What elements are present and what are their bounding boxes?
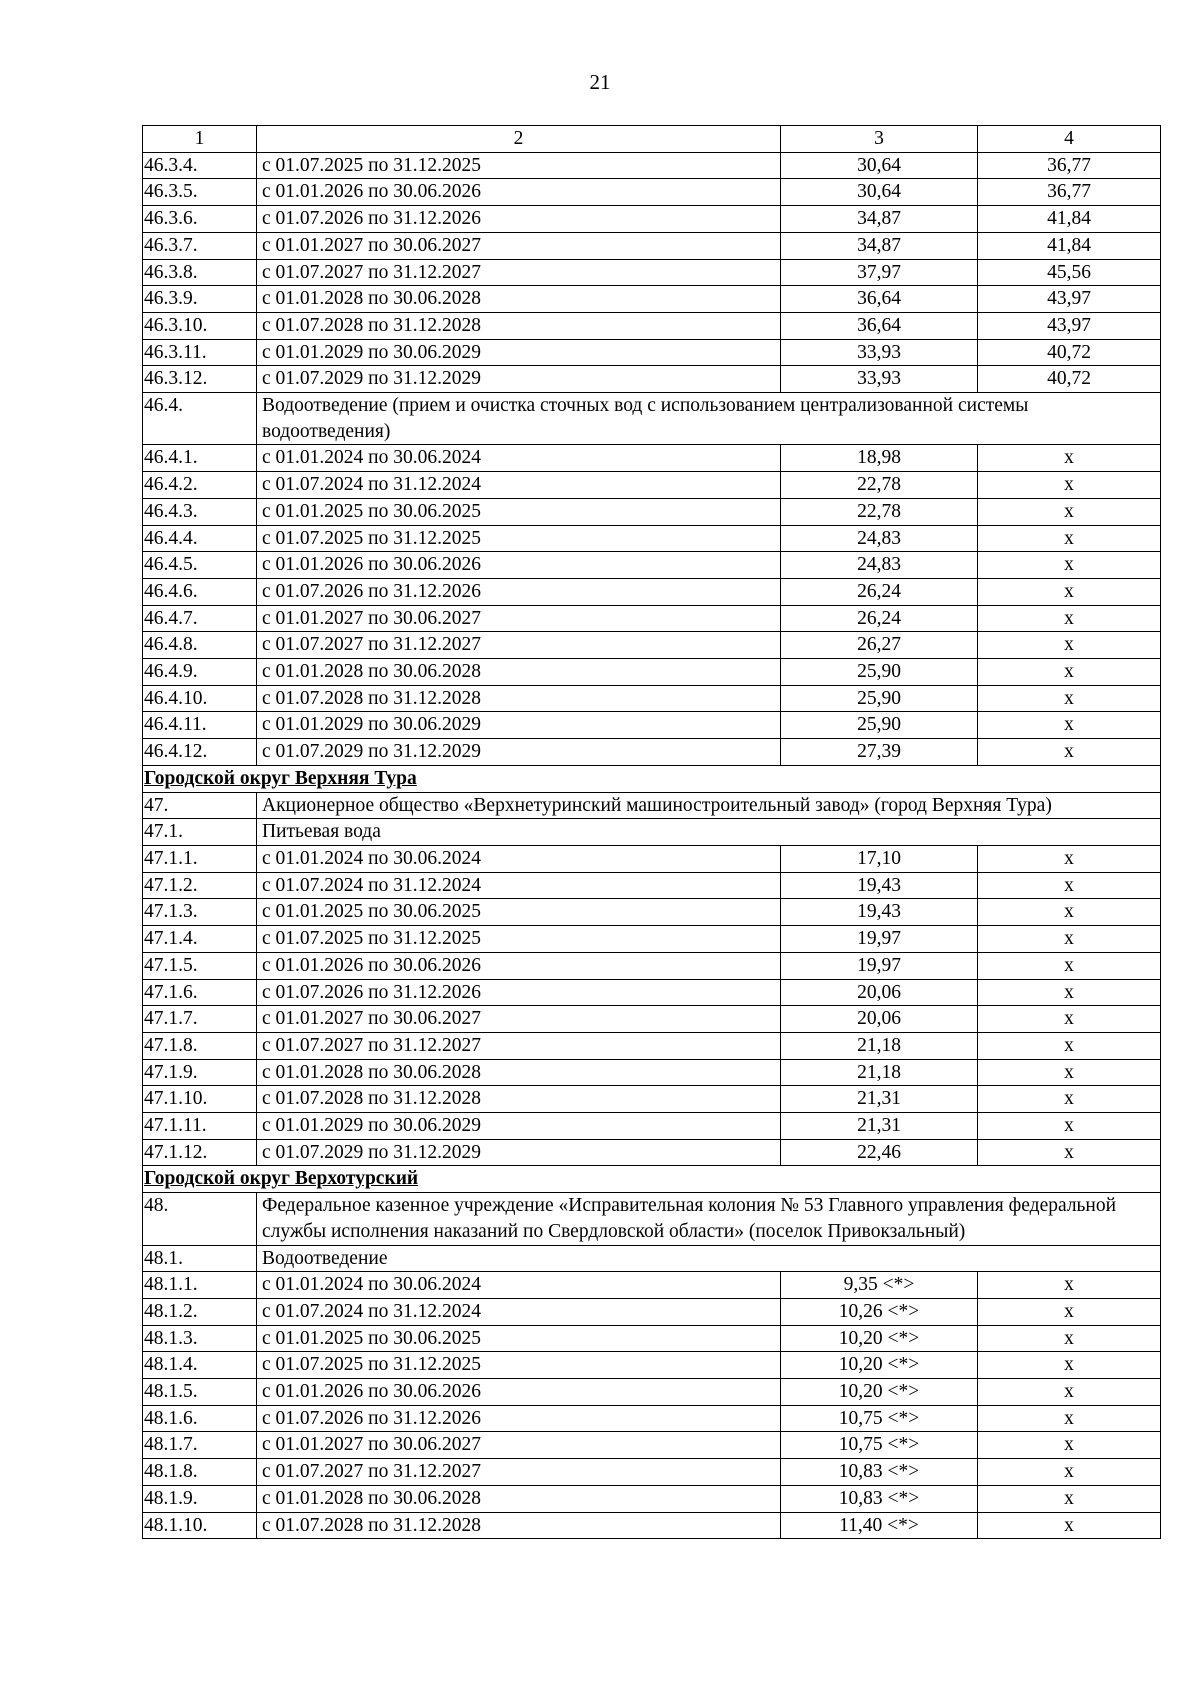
row-period: с 01.01.2027 по 30.06.2027: [257, 232, 781, 259]
row-number: 47.1.12.: [143, 1139, 257, 1166]
table-row: [143, 1432, 1161, 1459]
row-period: с 01.01.2026 по 30.06.2026: [257, 952, 781, 979]
table-row: [143, 739, 1161, 766]
row-period: с 01.07.2026 по 31.12.2026: [257, 206, 781, 233]
row-period: с 01.01.2025 по 30.06.2025: [257, 498, 781, 525]
district-row: [143, 1166, 1161, 1193]
row-value-col4: х: [978, 712, 1161, 739]
table-row: [143, 1298, 1161, 1325]
row-number: 46.4.12.: [143, 739, 257, 766]
row-period: с 01.01.2024 по 30.06.2024: [257, 845, 781, 872]
row-value-col3: 10,20 <*>: [781, 1325, 978, 1352]
row-value-col3: 10,75 <*>: [781, 1405, 978, 1432]
row-value-col3: 19,97: [781, 926, 978, 953]
section-number: 47.: [143, 792, 257, 819]
table-row: [143, 605, 1161, 632]
row-value-col4: 40,72: [978, 339, 1161, 366]
row-number: 46.3.5.: [143, 179, 257, 206]
row-number: 47.1.2.: [143, 872, 257, 899]
table-row: [143, 152, 1161, 179]
row-value-col4: х: [978, 952, 1161, 979]
row-value-col4: х: [978, 899, 1161, 926]
row-period: с 01.07.2026 по 31.12.2026: [257, 1405, 781, 1432]
row-value-col4: х: [978, 472, 1161, 499]
section-row: [143, 393, 1161, 445]
section-number: 46.4.: [143, 393, 257, 445]
table-row: [143, 259, 1161, 286]
row-number: 46.3.12.: [143, 366, 257, 393]
row-value-col4: х: [978, 552, 1161, 579]
row-period: с 01.07.2024 по 31.12.2024: [257, 1298, 781, 1325]
row-number: 46.3.11.: [143, 339, 257, 366]
row-period: с 01.01.2028 по 30.06.2028: [257, 1059, 781, 1086]
header-cell-3: 3: [781, 126, 978, 153]
row-value-col4: х: [978, 1086, 1161, 1113]
row-value-col4: 36,77: [978, 179, 1161, 206]
row-value-col4: х: [978, 578, 1161, 605]
row-value-col4: х: [978, 1325, 1161, 1352]
row-value-col3: 37,97: [781, 259, 978, 286]
row-number: 48.1.6.: [143, 1405, 257, 1432]
row-period: с 01.07.2028 по 31.12.2028: [257, 312, 781, 339]
row-number: 46.3.6.: [143, 206, 257, 233]
row-number: 47.1.8.: [143, 1032, 257, 1059]
row-number: 46.3.7.: [143, 232, 257, 259]
row-number: 46.4.2.: [143, 472, 257, 499]
row-value-col3: 11,40 <*>: [781, 1512, 978, 1539]
row-value-col4: х: [978, 1272, 1161, 1299]
row-value-col4: х: [978, 525, 1161, 552]
row-value-col4: х: [978, 605, 1161, 632]
row-number: 46.3.4.: [143, 152, 257, 179]
row-period: с 01.07.2027 по 31.12.2027: [257, 1459, 781, 1486]
row-period: с 01.07.2025 по 31.12.2025: [257, 926, 781, 953]
row-value-col3: 27,39: [781, 739, 978, 766]
row-period: с 01.01.2028 по 30.06.2028: [257, 286, 781, 313]
table-row: [143, 1459, 1161, 1486]
row-value-col4: х: [978, 1512, 1161, 1539]
table-row: [143, 286, 1161, 313]
section-title: Питьевая вода: [257, 819, 1161, 846]
row-value-col4: х: [978, 632, 1161, 659]
row-number: 47.1.9.: [143, 1059, 257, 1086]
district-title: Городской округ Верхняя Тура: [143, 765, 1161, 792]
row-value-col3: 22,78: [781, 472, 978, 499]
table-row: [143, 1139, 1161, 1166]
row-value-col4: х: [978, 979, 1161, 1006]
row-number: 47.1.4.: [143, 926, 257, 953]
row-value-col3: 26,24: [781, 605, 978, 632]
row-value-col4: х: [978, 685, 1161, 712]
row-number: 46.4.9.: [143, 659, 257, 686]
row-period: с 01.07.2027 по 31.12.2027: [257, 632, 781, 659]
row-value-col4: х: [978, 1113, 1161, 1140]
row-number: 46.4.11.: [143, 712, 257, 739]
table-row: [143, 312, 1161, 339]
row-value-col3: 33,93: [781, 339, 978, 366]
row-number: 48.1.7.: [143, 1432, 257, 1459]
row-period: с 01.07.2024 по 31.12.2024: [257, 872, 781, 899]
table-row: [143, 1059, 1161, 1086]
table-row: [143, 712, 1161, 739]
row-value-col3: 26,24: [781, 578, 978, 605]
row-number: 47.1.6.: [143, 979, 257, 1006]
row-number: 46.4.8.: [143, 632, 257, 659]
row-period: с 01.01.2028 по 30.06.2028: [257, 659, 781, 686]
section-row: [143, 792, 1161, 819]
row-value-col3: 36,64: [781, 312, 978, 339]
table-row: [143, 232, 1161, 259]
row-period: с 01.07.2028 по 31.12.2028: [257, 1086, 781, 1113]
table-row: [143, 1272, 1161, 1299]
row-value-col4: х: [978, 845, 1161, 872]
row-value-col3: 19,97: [781, 952, 978, 979]
section-row: [143, 1245, 1161, 1272]
row-number: 48.1.9.: [143, 1485, 257, 1512]
row-value-col3: 26,27: [781, 632, 978, 659]
section-title: Акционерное общество «Верхнетуринский машиностроительный завод» (город Верхняя Тура): [257, 792, 1161, 819]
row-number: 46.4.1.: [143, 445, 257, 472]
row-period: с 01.01.2028 по 30.06.2028: [257, 1485, 781, 1512]
row-value-col3: 20,06: [781, 1006, 978, 1033]
table-row: [143, 1086, 1161, 1113]
row-number: 48.1.2.: [143, 1298, 257, 1325]
table-row: [143, 1512, 1161, 1539]
row-value-col3: 10,26 <*>: [781, 1298, 978, 1325]
table-row: [143, 1325, 1161, 1352]
row-value-col4: 43,97: [978, 312, 1161, 339]
table-row: [143, 552, 1161, 579]
row-value-col3: 10,75 <*>: [781, 1432, 978, 1459]
header-cell-1: 1: [143, 126, 257, 153]
table-row: [143, 899, 1161, 926]
row-number: 46.3.10.: [143, 312, 257, 339]
row-number: 46.4.4.: [143, 525, 257, 552]
row-value-col4: 41,84: [978, 206, 1161, 233]
row-period: с 01.01.2026 по 30.06.2026: [257, 179, 781, 206]
row-value-col4: х: [978, 739, 1161, 766]
row-value-col3: 34,87: [781, 206, 978, 233]
row-number: 48.1.4.: [143, 1352, 257, 1379]
row-value-col4: 36,77: [978, 152, 1161, 179]
page-number: 21: [589, 70, 611, 94]
row-number: 47.1.1.: [143, 845, 257, 872]
table-row: [143, 1032, 1161, 1059]
table-row: [143, 1113, 1161, 1140]
row-period: с 01.07.2027 по 31.12.2027: [257, 1032, 781, 1059]
row-number: 46.4.5.: [143, 552, 257, 579]
row-value-col3: 21,18: [781, 1032, 978, 1059]
row-value-col3: 22,78: [781, 498, 978, 525]
row-period: с 01.07.2025 по 31.12.2025: [257, 152, 781, 179]
row-value-col3: 10,20 <*>: [781, 1352, 978, 1379]
section-title: Федеральное казенное учреждение «Исправительная колония № 53 Главного управления федеральной службы исполнения наказаний по Свердловской области» (поселок Привокзальный): [257, 1193, 1161, 1245]
row-number: 48.1.3.: [143, 1325, 257, 1352]
row-number: 48.1.10.: [143, 1512, 257, 1539]
row-value-col3: 34,87: [781, 232, 978, 259]
row-value-col3: 17,10: [781, 845, 978, 872]
row-number: 48.1.5.: [143, 1379, 257, 1406]
row-number: 46.3.8.: [143, 259, 257, 286]
table-row: [143, 632, 1161, 659]
table-row: [143, 952, 1161, 979]
row-value-col3: 25,90: [781, 712, 978, 739]
row-period: с 01.07.2024 по 31.12.2024: [257, 472, 781, 499]
row-period: с 01.07.2026 по 31.12.2026: [257, 979, 781, 1006]
row-value-col4: х: [978, 926, 1161, 953]
row-value-col4: х: [978, 872, 1161, 899]
table-row: [143, 659, 1161, 686]
row-value-col3: 10,83 <*>: [781, 1485, 978, 1512]
row-period: с 01.01.2025 по 30.06.2025: [257, 1325, 781, 1352]
header-cell-4: 4: [978, 126, 1161, 153]
row-value-col3: 33,93: [781, 366, 978, 393]
section-number: 48.1.: [143, 1245, 257, 1272]
table-row: [143, 445, 1161, 472]
tariff-table: [142, 125, 1161, 1539]
row-value-col4: 41,84: [978, 232, 1161, 259]
row-number: 48.1.8.: [143, 1459, 257, 1486]
row-value-col4: х: [978, 1405, 1161, 1432]
section-number: 47.1.: [143, 819, 257, 846]
row-value-col4: х: [978, 1432, 1161, 1459]
table-row: [143, 498, 1161, 525]
row-period: с 01.07.2028 по 31.12.2028: [257, 1512, 781, 1539]
table-row: [143, 339, 1161, 366]
table-row: [143, 366, 1161, 393]
row-value-col3: 21,18: [781, 1059, 978, 1086]
table-row: [143, 872, 1161, 899]
row-number: 48.1.1.: [143, 1272, 257, 1299]
row-value-col4: х: [978, 1379, 1161, 1406]
table-row: [143, 926, 1161, 953]
row-period: с 01.07.2025 по 31.12.2025: [257, 525, 781, 552]
table-row: [143, 1485, 1161, 1512]
row-value-col4: х: [978, 1298, 1161, 1325]
table-row: [143, 1405, 1161, 1432]
row-value-col3: 9,35 <*>: [781, 1272, 978, 1299]
row-value-col4: х: [978, 1459, 1161, 1486]
row-period: с 01.01.2029 по 30.06.2029: [257, 1113, 781, 1140]
row-value-col3: 19,43: [781, 872, 978, 899]
district-row: [143, 765, 1161, 792]
row-value-col3: 21,31: [781, 1113, 978, 1140]
row-period: с 01.07.2026 по 31.12.2026: [257, 578, 781, 605]
row-number: 47.1.7.: [143, 1006, 257, 1033]
row-value-col4: х: [978, 1006, 1161, 1033]
row-period: с 01.07.2029 по 31.12.2029: [257, 366, 781, 393]
row-number: 46.4.6.: [143, 578, 257, 605]
row-value-col3: 25,90: [781, 685, 978, 712]
section-number: 48.: [143, 1193, 257, 1245]
row-value-col3: 36,64: [781, 286, 978, 313]
section-title: Водоотведение: [257, 1245, 1161, 1272]
table-row: [143, 578, 1161, 605]
table-row: [143, 472, 1161, 499]
row-number: 46.4.3.: [143, 498, 257, 525]
row-period: с 01.01.2027 по 30.06.2027: [257, 1006, 781, 1033]
row-value-col3: 18,98: [781, 445, 978, 472]
row-value-col3: 30,64: [781, 179, 978, 206]
row-period: с 01.01.2024 по 30.06.2024: [257, 1272, 781, 1299]
row-value-col3: 24,83: [781, 525, 978, 552]
table-header-row: [143, 126, 1161, 153]
section-row: [143, 1193, 1161, 1245]
table-row: [143, 685, 1161, 712]
row-period: с 01.01.2024 по 30.06.2024: [257, 445, 781, 472]
row-number: 46.3.9.: [143, 286, 257, 313]
row-value-col4: 40,72: [978, 366, 1161, 393]
row-number: 47.1.11.: [143, 1113, 257, 1140]
row-period: с 01.01.2027 по 30.06.2027: [257, 1432, 781, 1459]
row-value-col4: х: [978, 1059, 1161, 1086]
row-number: 47.1.10.: [143, 1086, 257, 1113]
row-number: 46.4.10.: [143, 685, 257, 712]
row-value-col3: 24,83: [781, 552, 978, 579]
row-value-col3: 10,20 <*>: [781, 1379, 978, 1406]
row-value-col3: 20,06: [781, 979, 978, 1006]
row-value-col3: 25,90: [781, 659, 978, 686]
row-value-col3: 21,31: [781, 1086, 978, 1113]
row-number: 46.4.7.: [143, 605, 257, 632]
row-period: с 01.01.2029 по 30.06.2029: [257, 339, 781, 366]
table-row: [143, 206, 1161, 233]
table-row: [143, 525, 1161, 552]
table-row: [143, 179, 1161, 206]
district-title: Городской округ Верхотурский: [143, 1166, 1161, 1193]
row-value-col4: х: [978, 498, 1161, 525]
row-value-col4: х: [978, 659, 1161, 686]
row-period: с 01.07.2029 по 31.12.2029: [257, 1139, 781, 1166]
row-period: с 01.01.2026 по 30.06.2026: [257, 1379, 781, 1406]
table-row: [143, 1006, 1161, 1033]
row-number: 47.1.5.: [143, 952, 257, 979]
row-value-col4: х: [978, 445, 1161, 472]
row-value-col4: х: [978, 1352, 1161, 1379]
table-row: [143, 1379, 1161, 1406]
row-period: с 01.01.2025 по 30.06.2025: [257, 899, 781, 926]
row-value-col3: 22,46: [781, 1139, 978, 1166]
row-period: с 01.07.2027 по 31.12.2027: [257, 259, 781, 286]
row-value-col3: 30,64: [781, 152, 978, 179]
row-period: с 01.01.2029 по 30.06.2029: [257, 712, 781, 739]
row-number: 47.1.3.: [143, 899, 257, 926]
table-row: [143, 1352, 1161, 1379]
row-value-col4: 45,56: [978, 259, 1161, 286]
header-cell-2: 2: [257, 126, 781, 153]
row-value-col4: х: [978, 1485, 1161, 1512]
row-value-col3: 10,83 <*>: [781, 1459, 978, 1486]
table-row: [143, 979, 1161, 1006]
row-period: с 01.01.2026 по 30.06.2026: [257, 552, 781, 579]
section-row: [143, 819, 1161, 846]
row-period: с 01.01.2027 по 30.06.2027: [257, 605, 781, 632]
row-period: с 01.07.2029 по 31.12.2029: [257, 739, 781, 766]
row-period: с 01.07.2025 по 31.12.2025: [257, 1352, 781, 1379]
table-row: [143, 845, 1161, 872]
row-value-col4: 43,97: [978, 286, 1161, 313]
row-value-col3: 19,43: [781, 899, 978, 926]
row-value-col4: х: [978, 1139, 1161, 1166]
row-value-col4: х: [978, 1032, 1161, 1059]
section-title: Водоотведение (прием и очистка сточных вод с использованием централизованной системы водоотведения): [257, 393, 1161, 445]
row-period: с 01.07.2028 по 31.12.2028: [257, 685, 781, 712]
